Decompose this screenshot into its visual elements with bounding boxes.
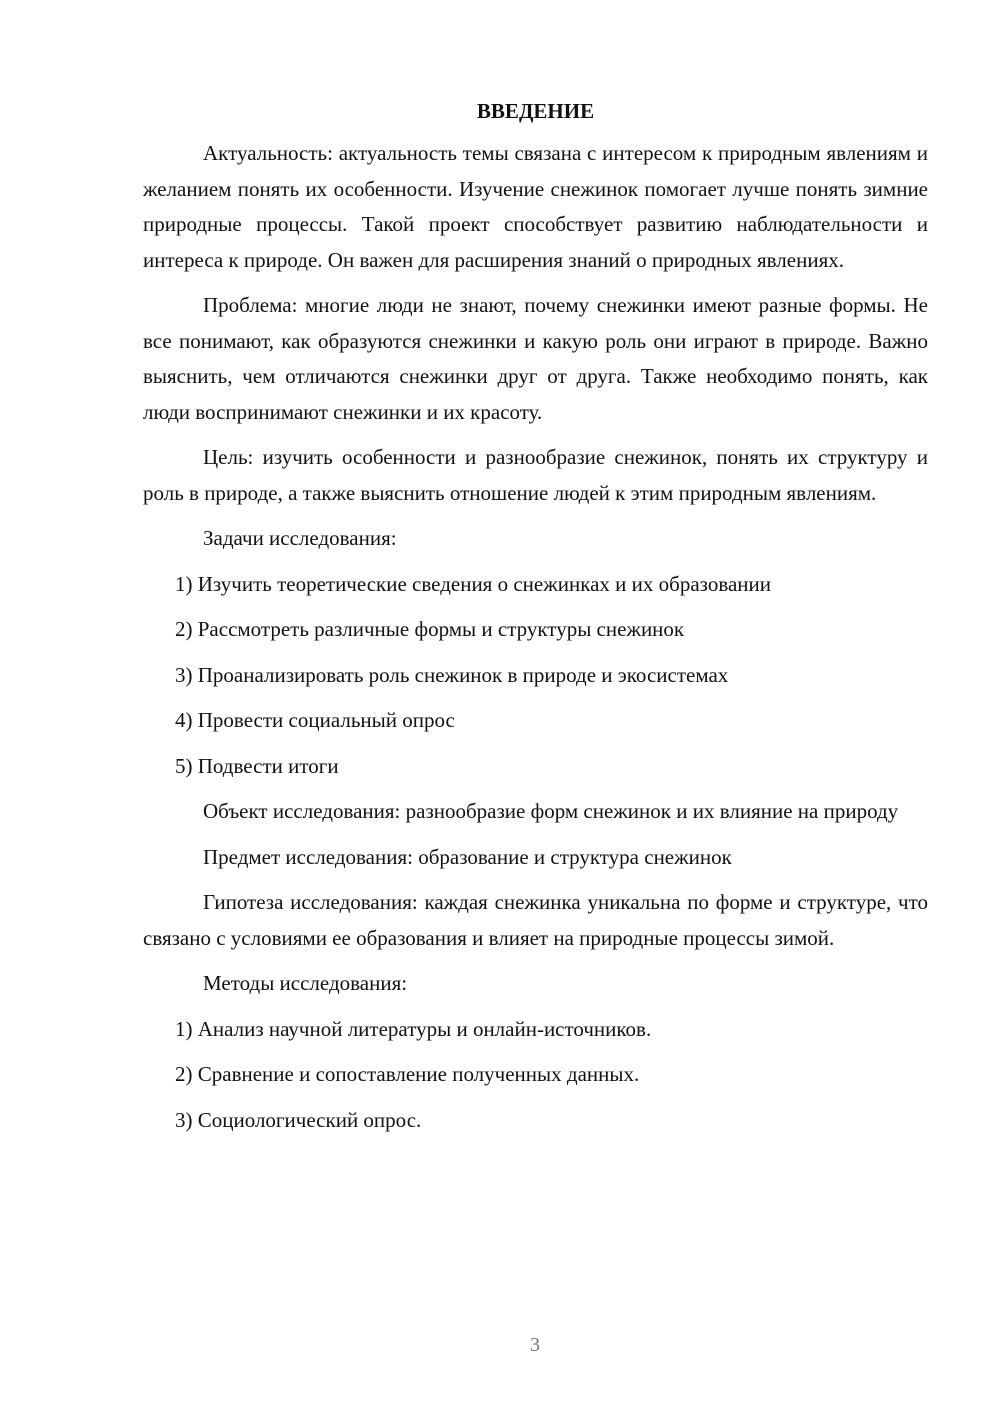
problem-paragraph: Проблема: многие люди не знают, почему снежинки имеют разные формы. Не все понимают, как образуются снежинки и какую роль они играют в природе. Важно выяснить, чем отличаются снежинки друг от друга. Также необходимо понять, как люди воспринимают снежинки и их красоту. bbox=[143, 293, 928, 424]
page-number: 3 bbox=[530, 1334, 540, 1356]
list-item: 1) Анализ научной литературы и онлайн-источников. bbox=[175, 1016, 652, 1041]
goal-paragraph: Цель: изучить особенности и разнообразие снежинок, понять их структуру и роль в природе, а также выяснить отношение людей к этим природным явлениям. bbox=[143, 445, 928, 505]
list-item: 4) Провести социальный опрос bbox=[175, 708, 455, 732]
list-item: 3) Проанализировать роль снежинок в природе и экосистемах bbox=[175, 662, 729, 687]
relevance-paragraph: Актуальность: актуальность темы связана с интересом к природным явлениям и желанием понять их особенности. Изучение снежинок помогает лучше понять зимние природные процессы. Такой проект способствует развитию наблюдательности и интереса к природе. Он важен для расширения знаний о природных явлениях. bbox=[143, 141, 928, 272]
subject-paragraph: Предмет исследования: образование и структура снежинок bbox=[203, 844, 732, 869]
tasks-list bbox=[143, 567, 928, 785]
document-page bbox=[143, 96, 928, 1148]
list-item: 2) Рассмотреть различные формы и структуры снежинок bbox=[175, 617, 685, 641]
list-item: 3) Социологический опрос. bbox=[175, 1107, 422, 1132]
tasks-heading: Задачи исследования: bbox=[203, 526, 397, 550]
section-title: ВВЕДЕНИЕ bbox=[476, 99, 595, 123]
object-paragraph: Объект исследования: разнообразие форм снежинок и их влияние на природу bbox=[203, 799, 899, 823]
methods-list bbox=[143, 1012, 928, 1139]
list-item: 2) Сравнение и сопоставление полученных данных. bbox=[175, 1062, 640, 1086]
methods-heading: Методы исследования: bbox=[203, 971, 408, 995]
list-item: 5) Подвести итоги bbox=[175, 753, 339, 778]
hypothesis-paragraph: Гипотеза исследования: каждая снежинка уникальна по форме и структуре, что связано с условиями ее образования и влияет на природные процессы зимой. bbox=[143, 890, 928, 950]
list-item: 1) Изучить теоретические сведения о снежинках и их образовании bbox=[175, 571, 771, 596]
